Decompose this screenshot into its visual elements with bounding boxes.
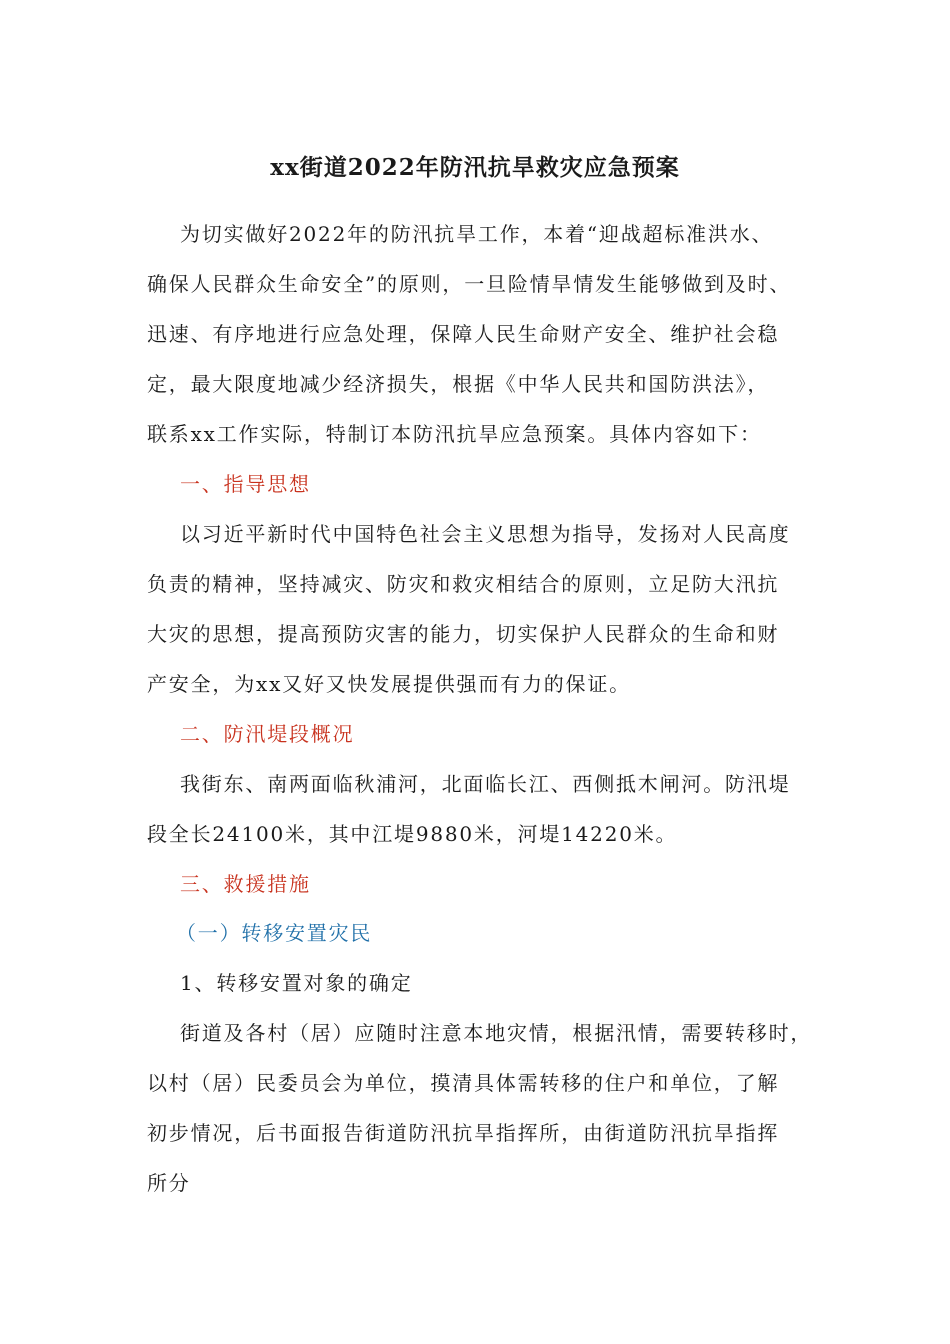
document-title: xx街道2022年防汛抗旱救灾应急预案 — [270, 154, 680, 181]
section-heading-embankment-overview: 二、防汛堤段概况 — [180, 722, 355, 746]
intro-line-3: 迅速、有序地进行应急处理，保障人民生命财产安全、维护社会稳 — [147, 322, 780, 346]
section1-line-2: 负责的精神，坚持减灾、防灾和救灾相结合的原则，立足防大汛抗 — [147, 572, 780, 596]
intro-line-2: 确保人民群众生命安全”的原则，一旦险情旱情发生能够做到及时、 — [147, 272, 792, 296]
section1-line-1: 以习近平新时代中国特色社会主义思想为指导，发扬对人民高度 — [180, 522, 791, 546]
intro-line-5: 联系xx工作实际，特制订本防汛抗旱应急预案。具体内容如下： — [147, 422, 762, 446]
section3-line-4: 所分 — [147, 1171, 191, 1195]
section3-line-3: 初步情况，后书面报告街道防汛抗旱指挥所，由街道防汛抗旱指挥 — [147, 1121, 780, 1145]
section3-line-1: 街道及各村（居）应随时注意本地灾情，根据汛情，需要转移时， — [180, 1021, 813, 1045]
section-heading-rescue-measures: 三、救援措施 — [180, 872, 311, 896]
section1-line-3: 大灾的思想，提高预防灾害的能力，切实保护人民群众的生命和财 — [147, 622, 780, 646]
intro-line-1: 为切实做好2022年的防汛抗旱工作，本着“迎战超标准洪水、 — [180, 222, 774, 246]
section1-line-4: 产安全，为xx又好又快发展提供强而有力的保证。 — [147, 672, 631, 696]
section2-line-2: 段全长24100米，其中江堤9880米，河堤14220米。 — [147, 822, 678, 846]
item-heading-relocation-targets: 1、转移安置对象的确定 — [180, 971, 413, 995]
section3-line-2: 以村（居）民委员会为单位，摸清具体需转移的住户和单位，了解 — [147, 1071, 780, 1095]
subsection-heading-relocation: （一）转移安置灾民 — [176, 921, 373, 945]
section2-line-1: 我街东、南两面临秋浦河，北面临长江、西侧抵木闸河。防汛堤 — [180, 772, 791, 796]
section-heading-guiding-ideology: 一、指导思想 — [180, 472, 311, 496]
intro-line-4: 定，最大限度地减少经济损失，根据《中华人民共和国防洪法》， — [147, 372, 770, 396]
